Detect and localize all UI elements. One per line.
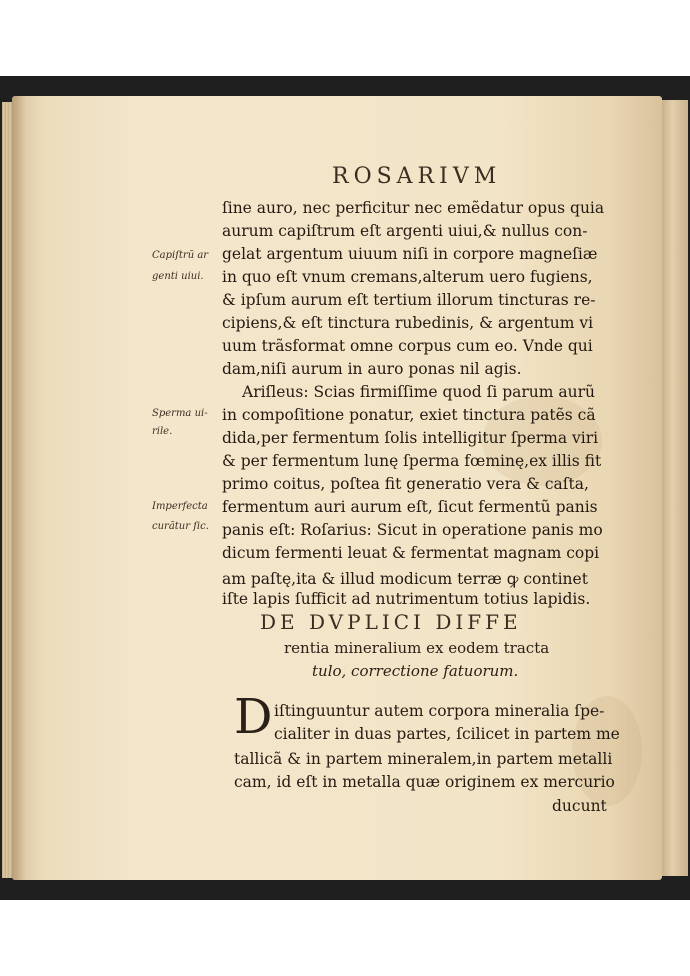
page-edge-right bbox=[662, 100, 688, 876]
text-line: cam, id eſt in metalla quæ originem ex mercurio bbox=[234, 773, 615, 791]
margin-note: Sperma ui- bbox=[152, 408, 208, 419]
text-line: & ipſum aurum eſt tertium illorum tincturas re- bbox=[222, 291, 596, 309]
text-line: cialiter in duas partes, ſcilicet in partem me bbox=[274, 725, 620, 743]
text-line: iſtinguuntur autem corpora mineralia ſpe- bbox=[274, 702, 605, 720]
margin-note: genti uiui. bbox=[152, 271, 204, 282]
scan-background bbox=[0, 76, 690, 900]
drop-initial: D bbox=[234, 689, 273, 745]
text-line: panis eſt: Roſarius: Sicut in operatione panis mo bbox=[222, 521, 603, 539]
page-edge-left bbox=[2, 102, 12, 878]
text-line: primo coitus, poſtea fit generatio vera & caſta, bbox=[222, 475, 589, 493]
text-line: dicum fermenti leuat & fermentat magnam copi bbox=[222, 544, 600, 562]
text-line: am paſtę,ita & illud modicum terræ ꝙ continet bbox=[222, 570, 588, 588]
margin-note: rile. bbox=[152, 426, 173, 437]
text-line: dam,niſi aurum in auro ponas nil agis. bbox=[222, 360, 522, 378]
binding-shadow bbox=[12, 96, 26, 880]
text-line: fermentum auri aurum eſt, ſicut fermentũ panis bbox=[222, 498, 598, 516]
text-line: in compoſitione ponatur, exiet tinctura patẽs cã bbox=[222, 406, 596, 424]
text-line: gelat argentum uiuum niſi in corpore magneſiæ bbox=[222, 245, 598, 263]
chapter-subtitle: rentia mineralium ex eodem tracta bbox=[284, 639, 550, 657]
text-line: & per fermentum lunę ſperma fœminę,ex illis fit bbox=[222, 452, 602, 470]
book-page bbox=[12, 96, 662, 880]
text-line: in quo eſt vnum cremans,alterum uero fugiens, bbox=[222, 268, 593, 286]
text-line: ſine auro, nec perficitur nec emẽdatur opus quia bbox=[222, 199, 605, 217]
margin-note: Capiſtrũ ar bbox=[152, 250, 209, 261]
text-line: uum trãsformat omne corpus cum eo. Vnde qui bbox=[222, 337, 593, 355]
text-line: iſte lapis ſufficit ad nutrimentum totius lapidis. bbox=[222, 590, 591, 608]
catchword: ducunt bbox=[552, 797, 607, 815]
text-line: Ariſleus: Scias firmiſſime quod ſi parum aurũ bbox=[242, 383, 596, 401]
margin-note: Imperfecta bbox=[152, 501, 208, 512]
text-line: tallicã & in partem mineralem,in partem metalli bbox=[234, 750, 613, 768]
text-line: aurum capiſtrum eſt argenti uiui,& nullus con- bbox=[222, 222, 588, 240]
chapter-subtitle: tulo, correctione fatuorum. bbox=[312, 662, 519, 680]
chapter-title: DE DVPLICI DIFFE bbox=[260, 610, 522, 634]
text-line: cipiens,& eſt tinctura rubedinis, & argentum vi bbox=[222, 314, 594, 332]
margin-note: curãtur ſic. bbox=[152, 521, 209, 532]
running-title: ROSARIVM bbox=[332, 164, 502, 189]
text-line: dida,per fermentum ſolis intelligitur ſperma viri bbox=[222, 429, 599, 447]
